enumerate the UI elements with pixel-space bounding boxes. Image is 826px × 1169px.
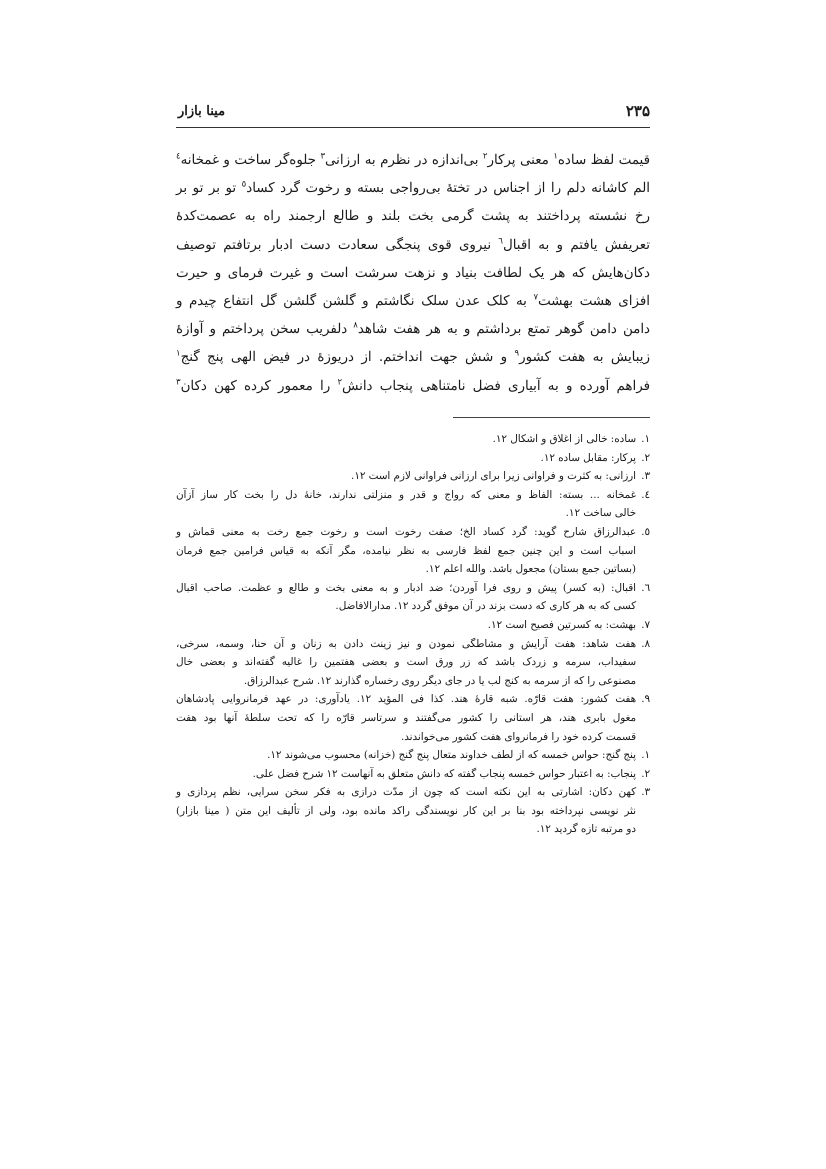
header-rule (176, 127, 650, 128)
footnote-item (176, 690, 650, 746)
body-line: تعریفش یافتم و به اقبال$^٦$ نیروی قوی پنجگی سعادت دست ادبار برتافتم توصیف (176, 236, 650, 253)
footnote-item (176, 783, 650, 839)
footnote-text (176, 746, 650, 765)
footnote-item (176, 746, 650, 765)
footnote-number: ۲. (641, 451, 650, 464)
footnote-line: مغول بابری هند، هر استانی را کشور می‌گفتند و سرتاسر قارّه را که تحت سلطهٔ آنها بود هفت (176, 711, 636, 724)
running-title: مینا بازار (178, 104, 226, 119)
footnote-ref: ٦ (498, 236, 503, 247)
footnote-text (176, 616, 650, 635)
footnote-item (176, 467, 650, 486)
footnote-text (176, 430, 650, 449)
footnote-line: کهن دکان: اشارتی به این نکته است که چون از مدّت درازی به فکر سخن سرایی، نظم پردازی و (176, 786, 636, 799)
footnote-text (176, 635, 650, 691)
footnote-text (176, 523, 650, 579)
footnote-line: هفت شاهد: هفت آرایش و مشاطگی نمودن و نیز زینت دادن به زنان و آن حنا، وسمه، سرخی، (176, 637, 636, 650)
footnote-line: ارزانی: به کثرت و فراوانی زیرا برای ارزانی فراوانی لازم است ۱۲. (351, 470, 636, 483)
body-line: دامن دامن گوهر تمتع برداشتم و به هر هفت شاهد$^۸$ دلفریب سخن پرداختم و آوازهٔ (176, 320, 650, 338)
body-line: فراهم آورده و به آبیاری فضل نامتناهی پنجاب دانش$^۲$ را معمور کرده کهن دکان$^۳$ (176, 377, 650, 394)
footnote-line: اسباب است و این چنین جمع لفظ فارسی به نظر نیامده، مگر آنکه به قیاس فرامین جمع فرمان (176, 544, 636, 557)
footnote-item (176, 616, 650, 635)
footnote-text (176, 579, 650, 616)
page-number: ۲۳۵ (625, 102, 650, 120)
footnote-item (176, 486, 650, 523)
footnote-number: ۲. (641, 767, 650, 780)
footnote-line: پرکار: مقابل ساده ۱۲. (540, 451, 636, 464)
footnote-ref: ۸ (353, 320, 358, 331)
footnote-number: ۷. (641, 618, 650, 631)
footnote-line: بهشت: به کسرتین فصیح است ۱۲. (487, 618, 636, 631)
footnote-ref: ۲ (482, 151, 488, 162)
footnote-line: قسمت کرده خود را فرمانروای هفت کشور می‌خواندند. (400, 730, 636, 743)
footnote-separator (453, 417, 650, 418)
footnote-text (176, 690, 650, 746)
footnote-ref: ۱ (176, 348, 181, 359)
footnote-ref: ۳ (320, 151, 326, 162)
body-line: رخ نشسته پرداختند به پشت گرمی بخت بلند و طالع ارجمند راه به عصمت‌کدهٔ (176, 209, 650, 225)
footnote-line: کسی که به هر کاری که دست بزند در آن موفق گردد ۱۲. مدارالافاضل. (335, 600, 636, 613)
footnote-item (176, 765, 650, 784)
footnote-number: ۱. (641, 433, 650, 445)
footnote-item (176, 430, 650, 449)
footnote-ref: ۳ (176, 377, 181, 388)
body-line: قیمت لفظ ساده$^۱$ معنی پرکار$^۲$ بی‌اندازه در نظرم به ارزانی$^۳$ جلوه‌گر ساخت و غمخانه$^٤$ (176, 151, 651, 168)
footnote-number: ۳. (641, 470, 650, 483)
body-text (176, 147, 650, 401)
footnote-line: مصنوعی را که از سرمه به کنج لب یا در جای دیگر روی رخساره گذارند ۱۲. شرح عبدالرزاق. (243, 674, 636, 687)
footnote-line: عبدالرزاق شارح گوید: گرد کساد الخ؛ صفت رخوت است و رخوت جمع رخت به معنی قماش و (176, 525, 636, 538)
footnotes (176, 430, 650, 839)
footnote-number: ٤. (641, 488, 650, 501)
footnote-ref: ۷ (533, 292, 539, 303)
footnote-line: ساده: خالی از اغلاق و اشکال ۱۲. (492, 433, 636, 445)
footnote-item (176, 579, 650, 616)
footnote-ref: ۱ (553, 151, 558, 162)
footnote-line: غمخانه ... بسته: الفاظ و معنی که رواج و قدر و منزلتی ندارند، خانهٔ دل را بخت کار ساز آزآن (176, 488, 636, 501)
footnote-text (176, 486, 650, 523)
footnote-line: پنج گنج: حواس خمسه که از لطف خداوند متعال پنج گنج (خزانه) محسوب می‌شوند ۱۲. (267, 749, 636, 762)
footnote-ref: ۹ (514, 348, 520, 359)
footnote-number: ۳. (641, 786, 650, 799)
footnote-text (176, 765, 650, 784)
footnote-number: ۸. (641, 637, 650, 650)
footnote-line: (بساتین جمع بستان) مجعول باشد. والله اعلم ۱۲. (425, 563, 636, 576)
footnote-number: ۹. (641, 693, 650, 706)
footnote-ref: ٥ (241, 179, 247, 190)
footnote-line: اقبال: (به کسر) پیش و روی فرا آوردن؛ ضد ادبار و به معنی بخت و طالع و عظمت. صاحب اقبال (176, 581, 636, 594)
body-line: افزای هشت بهشت$^۷$ به کلک عدن سلک نگاشتم و گلشن گلشن گل انتفاع چیدم و (176, 292, 650, 309)
footnote-line: نثر نویسی نپرداخته بود بنا بر این کار نویسندگی راکد مانده بود، ولی از تألیف این متن ( مینا بازار) (176, 804, 636, 817)
footnote-line: هفت کشور: هفت قارّه. شبه قارهٔ هند. کذا فی المؤید ۱۲. یادآوری: در عهد فرمانروایی پادشاهان (176, 693, 637, 706)
footnote-number: ٦. (641, 581, 650, 594)
footnote-ref: ۲ (337, 377, 343, 388)
body-line: زیبایش به هفت کشور$^۹$ و شش جهت انداختم. از دریوزهٔ در فیض الهی پنج گنج$^۱$ (176, 348, 650, 366)
footnote-text (176, 783, 650, 839)
body-line: دکان‌هایش که هر یک لطافت بنیاد و نزهت سرشت است و غیرت فرمای و حیرت (176, 265, 650, 281)
body-line: الم کاشانه دلم را از اجناس در تختهٔ بی‌رواجی بسته و رخوت گرد کساد$^٥$ تو بر تو بر (176, 179, 651, 197)
footnote-line: خالی ساخت ۱۲. (565, 507, 636, 520)
footnote-text (176, 449, 650, 468)
footnote-number: ٥. (641, 525, 650, 538)
footnote-number: ۱. (641, 749, 650, 762)
footnote-ref: ٤ (176, 151, 181, 162)
footnote-line: پنجاب: به اعتبار حواس خمسه پنجاب گفته که دانش متعلق به آنهاست ۱۲ شرح فضل علی. (252, 767, 636, 780)
footnote-line: دو مرتبه تازه گردید ۱۲. (536, 823, 636, 836)
footnote-line: سفیداب، سرمه و زردک باشد که زر ورق است و بعضی هفتمین را غالیه گفته‌اند و بعضی خال (176, 656, 636, 669)
footnote-item (176, 523, 650, 579)
footnote-text (176, 467, 650, 486)
footnote-item (176, 449, 650, 468)
footnote-item (176, 635, 650, 691)
